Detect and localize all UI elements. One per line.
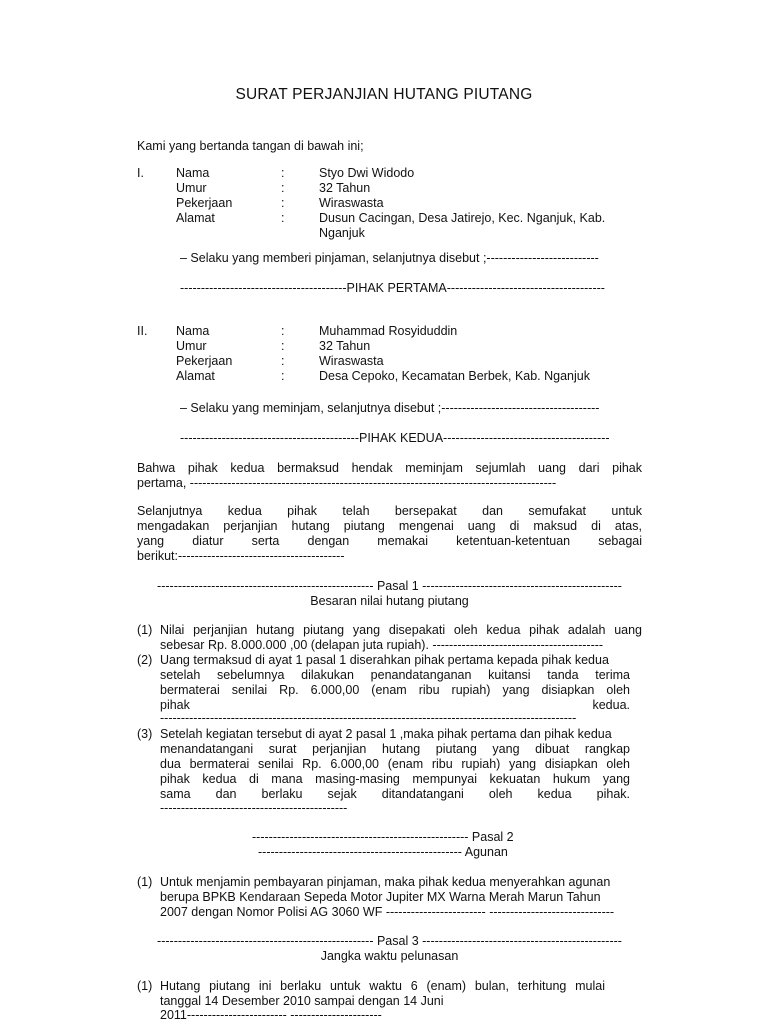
field-label: Umur (176, 339, 207, 353)
pasal2-item1-line: Untuk menjamin pembayaran pinjaman, maka pihak kedua menyerahkan agunan (160, 875, 611, 889)
paragraph-agreement-line: mengadakan perjanjian hutang piutang mengenai uang di maksud di atas, (137, 519, 642, 533)
field-value: 32 Tahun (319, 181, 371, 195)
field-label: Pekerjaan (176, 354, 233, 368)
field-colon: : (281, 196, 285, 210)
party2-number: II. (137, 324, 148, 338)
document-title: SURAT PERJANJIAN HUTANG PIUTANG (235, 86, 533, 103)
party1-address-row (137, 211, 637, 226)
pasal1-item3-line: Setelah kegiatan tersebut di ayat 2 pasal 1 ,maka pihak pertama dan pihak kedua (160, 727, 612, 741)
field-colon: : (281, 211, 285, 225)
paragraph-intent-line: pertama, ---------------------------------------------------------------------------------------- (137, 476, 557, 490)
pasal2-item1-line: berupa BPKB Kendaraan Sepeda Motor Jupiter MX Warna Merah Marun Tahun (160, 890, 601, 904)
pasal1-item3-number: (3) (137, 727, 153, 741)
pasal1-item2-line: pihak kedua. (160, 698, 630, 712)
party1-name-row (137, 166, 637, 181)
paragraph-intent-line: Bahwa pihak kedua bermaksud hendak meminjam sejumlah uang dari pihak (137, 461, 642, 475)
field-colon: : (281, 339, 285, 353)
field-colon: : (281, 354, 285, 368)
field-label: Alamat (176, 369, 215, 383)
pasal1-item2-line: bermaterai senilai Rp. 6.000,00 (enam ribu rupiah) yang disiapkan oleh (160, 683, 630, 697)
pasal1-heading: ---------------------------------------------------- Pasal 1 ------------------------------------------------ (157, 579, 622, 593)
field-label: Nama (176, 166, 210, 180)
pasal2-heading: ---------------------------------------------------- Pasal 2 (252, 830, 514, 844)
pasal3-item1-line: 2011------------------------ ---------------------- (160, 1008, 382, 1022)
pasal1-item1-line: Nilai perjanjian hutang piutang yang disepakati oleh kedua pihak adalah uang (160, 623, 642, 637)
pasal1-item3-line: menandatangani surat perjanjian hutang piutang yang dibuat rangkap (160, 742, 630, 756)
field-colon: : (281, 324, 285, 338)
field-label: Umur (176, 181, 207, 195)
field-value: 32 Tahun (319, 339, 371, 353)
party2-name-row (137, 324, 637, 339)
party2-role: – Selaku yang meminjam, selanjutnya disebut ;-------------------------------------- (180, 401, 600, 415)
field-label: Pekerjaan (176, 196, 233, 210)
party2-label: -------------------------------------------PIHAK KEDUA---------------------------------------- (180, 431, 610, 445)
paragraph-agreement-line: yang diatur serta dengan memakai ketentuan-ketentuan sebagai (137, 534, 642, 548)
party1-label: ----------------------------------------PIHAK PERTAMA-------------------------------------- (180, 281, 605, 295)
pasal1-item1-number: (1) (137, 623, 153, 637)
pasal1-item2-line: ---------------------------------------------------------------------------------------------------- (160, 711, 577, 725)
party1-number: I. (137, 166, 144, 180)
field-label: Nama (176, 324, 210, 338)
field-value: Styo Dwi Widodo (319, 166, 415, 180)
pasal1-item1-line: sebesar Rp. 8.000.000 ,00 (delapan juta rupiah). ----------------------------------------- (160, 638, 604, 652)
field-value: Wiraswasta (319, 196, 384, 210)
intro-text: Kami yang bertanda tangan di bawah ini; (137, 139, 364, 153)
pasal2-subtitle: ------------------------------------------------- Agunan (258, 845, 508, 859)
pasal1-subtitle: Besaran nilai hutang piutang (310, 594, 469, 608)
pasal3-item1-number: (1) (137, 979, 153, 993)
pasal2-item1-number: (1) (137, 875, 153, 889)
pasal3-subtitle: Jangka waktu pelunasan (320, 949, 459, 963)
pasal3-item1-line: tanggal 14 Desember 2010 sampai dengan 14 Juni (160, 994, 444, 1008)
pasal3-heading: ---------------------------------------------------- Pasal 3 ------------------------------------------------ (157, 934, 622, 948)
field-value: Wiraswasta (319, 354, 384, 368)
pasal1-item3-line: sama dan berlaku sejak ditandatangani oleh kedua pihak. (160, 787, 630, 801)
party1-role: – Selaku yang memberi pinjaman, selanjutnya disebut ;--------------------------- (180, 251, 599, 265)
field-value: Desa Cepoko, Kecamatan Berbek, Kab. Nganjuk (319, 369, 590, 383)
pasal1-item3-line: --------------------------------------------- (160, 801, 348, 815)
party2-address-row (137, 369, 637, 384)
field-value: Muhammad Rosyiduddin (319, 324, 458, 338)
paragraph-agreement-line: berikut:---------------------------------------- (137, 549, 345, 563)
pasal1-item3-line: dua bermaterai senilai Rp. 6.000,00 (enam ribu rupiah) yang disiapkan oleh (160, 757, 630, 771)
field-colon: : (281, 166, 285, 180)
pasal1-item3-line: pihak kedua di mana masing-masing mempunyai kekuatan hukum yang (160, 772, 630, 786)
pasal1-item2-line: setelah sebelumnya dilakukan penandatanganan kuitansi tanda terima (160, 668, 630, 682)
pasal2-item1-line: 2007 dengan Nomor Polisi AG 3060 WF ------------------------ ------------------------------ (160, 905, 615, 919)
field-colon: : (281, 181, 285, 195)
party2-age-row (137, 339, 637, 354)
field-colon: : (281, 369, 285, 383)
field-label: Alamat (176, 211, 215, 225)
party1-job-row (137, 196, 637, 211)
paragraph-agreement-line: Selanjutnya kedua pihak telah bersepakat dan semufakat untuk (137, 504, 642, 518)
pasal3-item1-line: Hutang piutang ini berlaku untuk waktu 6 (enam) bulan, terhitung mulai (160, 979, 605, 993)
field-value: Dusun Cacingan, Desa Jatirejo, Kec. Nganjuk, Kab. (319, 211, 606, 225)
party2-job-row (137, 354, 637, 369)
pasal1-item2-line: Uang termaksud di ayat 1 pasal 1 diserahkan pihak pertama kepada pihak kedua (160, 653, 609, 667)
party1-address-continued: Nganjuk (319, 226, 365, 240)
party1-age-row (137, 181, 637, 196)
pasal1-item2-number: (2) (137, 653, 153, 667)
